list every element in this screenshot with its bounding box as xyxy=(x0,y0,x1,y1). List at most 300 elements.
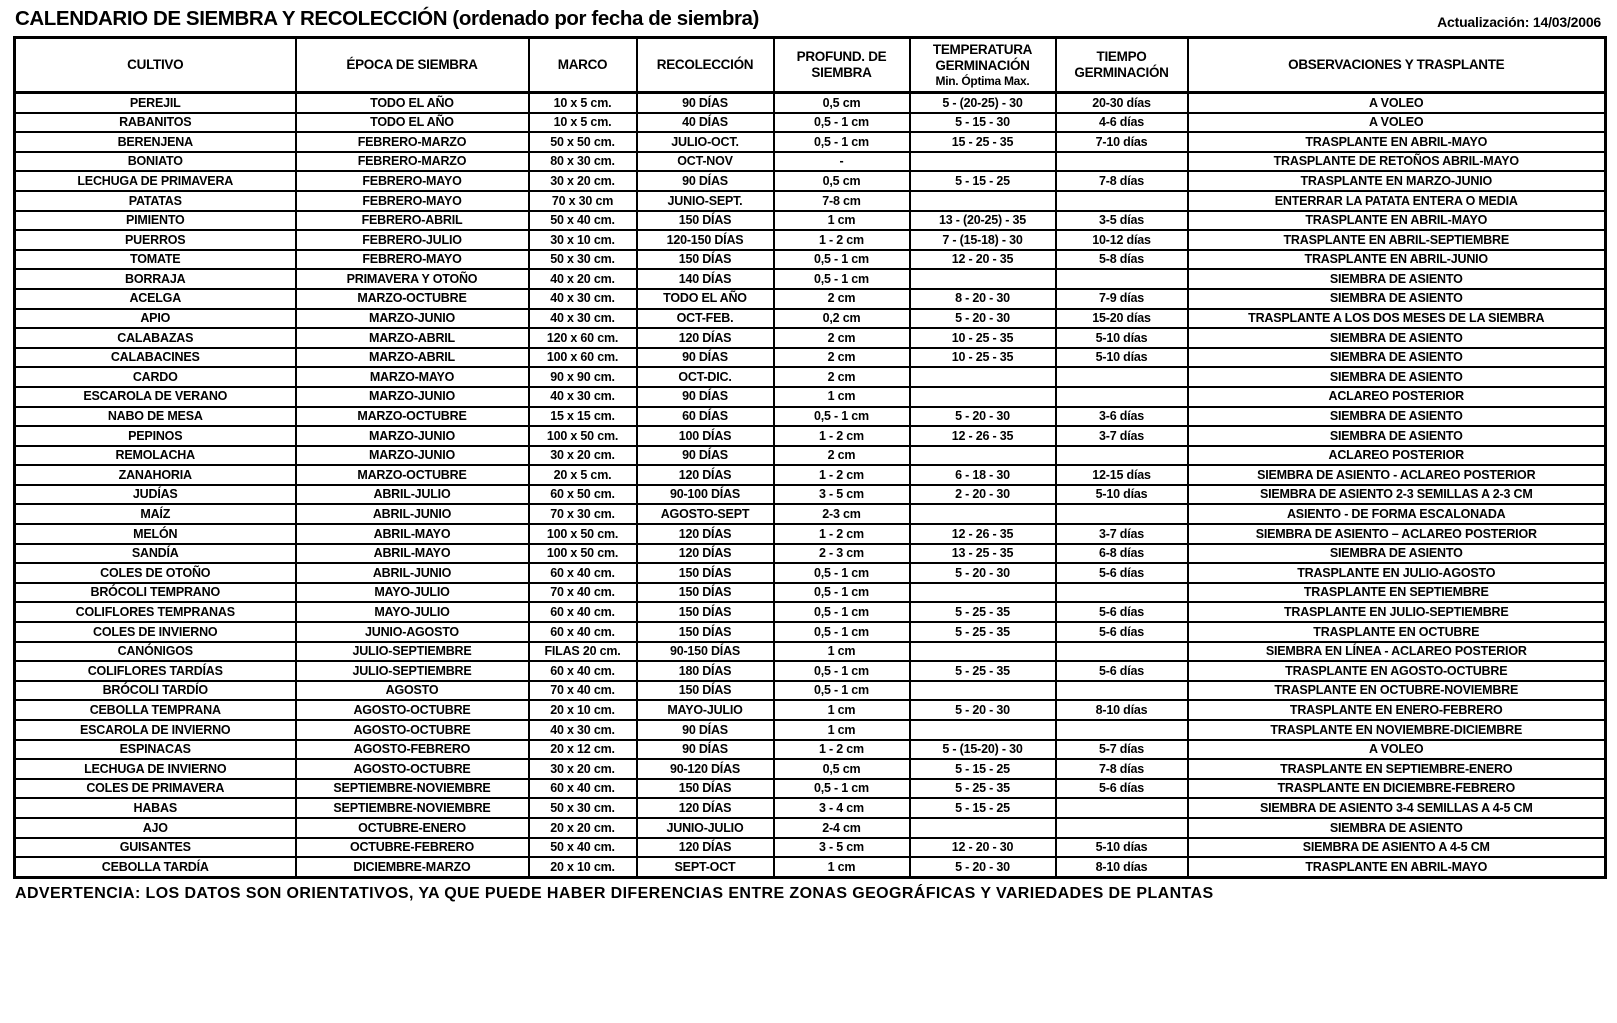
cell-observaciones-trasplante: SIEMBRA DE ASIENTO xyxy=(1188,426,1606,446)
cell-profundidad-siembra: 3 - 5 cm xyxy=(774,485,910,505)
cell-recoleccion: 90-150 DÍAS xyxy=(637,642,774,662)
cell-marco: 60 x 40 cm. xyxy=(529,622,637,642)
cell-tiempo-germinacion xyxy=(1056,798,1188,818)
cell-marco: 100 x 50 cm. xyxy=(529,544,637,564)
cell-tiempo-germinacion: 7-8 días xyxy=(1056,171,1188,191)
cell-observaciones-trasplante: A VOLEO xyxy=(1188,93,1606,113)
cell-profundidad-siembra: 0,5 - 1 cm xyxy=(774,563,910,583)
column-header xyxy=(1188,38,1606,93)
table-row xyxy=(15,740,1606,760)
table-header xyxy=(15,38,1606,93)
cell-observaciones-trasplante: A VOLEO xyxy=(1188,113,1606,133)
cell-recoleccion: 150 DÍAS xyxy=(637,583,774,603)
cell-epoca-siembra: AGOSTO-OCTUBRE xyxy=(296,700,529,720)
cell-temperatura-germinacion xyxy=(910,446,1056,466)
cell-observaciones-trasplante: TRASPLANTE A LOS DOS MESES DE LA SIEMBRA xyxy=(1188,309,1606,329)
cell-epoca-siembra: AGOSTO-OCTUBRE xyxy=(296,759,529,779)
title-bar xyxy=(0,7,1617,36)
table-row xyxy=(15,504,1606,524)
table-row xyxy=(15,250,1606,270)
cell-marco: 30 x 20 cm. xyxy=(529,446,637,466)
cell-observaciones-trasplante: SIEMBRA DE ASIENTO - ACLAREO POSTERIOR xyxy=(1188,465,1606,485)
column-header-subline: Min. Óptima Max. xyxy=(935,73,1030,88)
cell-cultivo: COLIFLORES TARDÍAS xyxy=(15,661,296,681)
cell-tiempo-germinacion: 5-10 días xyxy=(1056,348,1188,368)
column-header xyxy=(15,38,296,93)
column-header xyxy=(1056,38,1188,93)
cell-tiempo-germinacion xyxy=(1056,642,1188,662)
cell-profundidad-siembra: 1 - 2 cm xyxy=(774,230,910,250)
cell-temperatura-germinacion xyxy=(910,818,1056,838)
cell-temperatura-germinacion: 5 - 25 - 35 xyxy=(910,779,1056,799)
cell-tiempo-germinacion xyxy=(1056,720,1188,740)
column-header-label: PROFUND. DE SIEMBRA xyxy=(796,49,887,80)
cell-tiempo-germinacion: 3-5 días xyxy=(1056,211,1188,231)
cell-epoca-siembra: TODO EL AÑO xyxy=(296,113,529,133)
column-header-label: ÉPOCA DE SIEMBRA xyxy=(346,57,478,73)
cell-recoleccion: 150 DÍAS xyxy=(637,622,774,642)
table-row xyxy=(15,269,1606,289)
table-row xyxy=(15,700,1606,720)
cell-tiempo-germinacion: 5-10 días xyxy=(1056,838,1188,858)
cell-epoca-siembra: MARZO-OCTUBRE xyxy=(296,407,529,427)
cell-profundidad-siembra: 0,5 - 1 cm xyxy=(774,113,910,133)
cell-tiempo-germinacion: 7-10 días xyxy=(1056,132,1188,152)
cell-profundidad-siembra: 0,5 - 1 cm xyxy=(774,132,910,152)
cell-recoleccion: 90 DÍAS xyxy=(637,740,774,760)
cell-tiempo-germinacion: 4-6 días xyxy=(1056,113,1188,133)
cell-epoca-siembra: AGOSTO xyxy=(296,681,529,701)
cell-profundidad-siembra: 0,5 - 1 cm xyxy=(774,661,910,681)
cell-temperatura-germinacion xyxy=(910,720,1056,740)
header-row xyxy=(15,38,1606,93)
cell-observaciones-trasplante: SIEMBRA DE ASIENTO xyxy=(1188,407,1606,427)
cell-profundidad-siembra: 0,5 - 1 cm xyxy=(774,622,910,642)
cell-cultivo: MELÓN xyxy=(15,524,296,544)
cell-epoca-siembra: FEBRERO-MAYO xyxy=(296,191,529,211)
cell-recoleccion: 90 DÍAS xyxy=(637,720,774,740)
cell-profundidad-siembra: 2 - 3 cm xyxy=(774,544,910,564)
cell-epoca-siembra: JULIO-SEPTIEMBRE xyxy=(296,661,529,681)
cell-temperatura-germinacion xyxy=(910,367,1056,387)
cell-cultivo: BORRAJA xyxy=(15,269,296,289)
table-row xyxy=(15,446,1606,466)
cell-temperatura-germinacion: 5 - 20 - 30 xyxy=(910,407,1056,427)
cell-epoca-siembra: MARZO-JUNIO xyxy=(296,426,529,446)
cell-temperatura-germinacion: 5 - 15 - 25 xyxy=(910,171,1056,191)
table-row xyxy=(15,387,1606,407)
table-row xyxy=(15,152,1606,172)
cell-recoleccion: 150 DÍAS xyxy=(637,211,774,231)
table-row xyxy=(15,113,1606,133)
cell-epoca-siembra: DICIEMBRE-MARZO xyxy=(296,857,529,877)
cell-epoca-siembra: ABRIL-MAYO xyxy=(296,524,529,544)
cell-epoca-siembra: MAYO-JULIO xyxy=(296,602,529,622)
cell-observaciones-trasplante: SIEMBRA DE ASIENTO – ACLAREO POSTERIOR xyxy=(1188,524,1606,544)
cell-observaciones-trasplante: SIEMBRA DE ASIENTO xyxy=(1188,544,1606,564)
page-title: CALENDARIO DE SIEMBRA Y RECOLECCIÓN (ordenado por fecha de siembra) xyxy=(15,7,759,30)
cell-profundidad-siembra: 1 cm xyxy=(774,700,910,720)
cell-temperatura-germinacion: 2 - 20 - 30 xyxy=(910,485,1056,505)
cell-recoleccion: 90 DÍAS xyxy=(637,171,774,191)
cell-cultivo: ACELGA xyxy=(15,289,296,309)
table-row xyxy=(15,838,1606,858)
cell-tiempo-germinacion xyxy=(1056,269,1188,289)
cell-epoca-siembra: MARZO-OCTUBRE xyxy=(296,289,529,309)
cell-observaciones-trasplante: SIEMBRA DE ASIENTO xyxy=(1188,348,1606,368)
cell-epoca-siembra: ABRIL-MAYO xyxy=(296,544,529,564)
cell-marco: 20 x 5 cm. xyxy=(529,465,637,485)
cell-temperatura-germinacion: 12 - 20 - 35 xyxy=(910,250,1056,270)
cell-tiempo-germinacion: 8-10 días xyxy=(1056,857,1188,877)
cell-marco: 60 x 40 cm. xyxy=(529,563,637,583)
table-row xyxy=(15,779,1606,799)
cell-marco: 50 x 30 cm. xyxy=(529,798,637,818)
cell-epoca-siembra: MAYO-JULIO xyxy=(296,583,529,603)
cell-tiempo-germinacion: 8-10 días xyxy=(1056,700,1188,720)
cell-observaciones-trasplante: TRASPLANTE EN SEPTIEMBRE-ENERO xyxy=(1188,759,1606,779)
cell-recoleccion: AGOSTO-SEPT xyxy=(637,504,774,524)
cell-cultivo: ESCAROLA DE INVIERNO xyxy=(15,720,296,740)
column-header xyxy=(637,38,774,93)
cell-epoca-siembra: FEBRERO-JULIO xyxy=(296,230,529,250)
cell-cultivo: LECHUGA DE PRIMAVERA xyxy=(15,171,296,191)
cell-temperatura-germinacion xyxy=(910,583,1056,603)
column-header xyxy=(910,38,1056,93)
cell-temperatura-germinacion: 12 - 20 - 30 xyxy=(910,838,1056,858)
cell-tiempo-germinacion: 7-9 días xyxy=(1056,289,1188,309)
cell-recoleccion: 120 DÍAS xyxy=(637,838,774,858)
cell-observaciones-trasplante: SIEMBRA DE ASIENTO 2-3 SEMILLAS A 2-3 CM xyxy=(1188,485,1606,505)
column-header-label: OBSERVACIONES Y TRASPLANTE xyxy=(1288,57,1505,73)
cell-cultivo: NABO DE MESA xyxy=(15,407,296,427)
cell-cultivo: CALABAZAS xyxy=(15,328,296,348)
cell-epoca-siembra: ABRIL-JUNIO xyxy=(296,504,529,524)
cell-profundidad-siembra: 0,5 - 1 cm xyxy=(774,407,910,427)
cell-epoca-siembra: ABRIL-JUNIO xyxy=(296,563,529,583)
cell-tiempo-germinacion: 5-6 días xyxy=(1056,602,1188,622)
cell-temperatura-germinacion: 5 - 15 - 25 xyxy=(910,798,1056,818)
cell-cultivo: LECHUGA DE INVIERNO xyxy=(15,759,296,779)
cell-tiempo-germinacion xyxy=(1056,191,1188,211)
cell-recoleccion: JULIO-OCT. xyxy=(637,132,774,152)
cell-recoleccion: 150 DÍAS xyxy=(637,563,774,583)
cell-recoleccion: 120 DÍAS xyxy=(637,328,774,348)
column-header xyxy=(529,38,637,93)
cell-cultivo: PUERROS xyxy=(15,230,296,250)
cell-epoca-siembra: AGOSTO-OCTUBRE xyxy=(296,720,529,740)
cell-temperatura-germinacion xyxy=(910,152,1056,172)
table-row xyxy=(15,563,1606,583)
table-row xyxy=(15,465,1606,485)
cell-temperatura-germinacion: 5 - 20 - 30 xyxy=(910,857,1056,877)
cell-recoleccion: 150 DÍAS xyxy=(637,250,774,270)
cell-recoleccion: 100 DÍAS xyxy=(637,426,774,446)
table-row xyxy=(15,857,1606,877)
cell-epoca-siembra: FEBRERO-MAYO xyxy=(296,250,529,270)
cell-temperatura-germinacion xyxy=(910,642,1056,662)
cell-observaciones-trasplante: TRASPLANTE EN ABRIL-MAYO xyxy=(1188,211,1606,231)
cell-profundidad-siembra: 1 - 2 cm xyxy=(774,524,910,544)
cell-marco: 60 x 50 cm. xyxy=(529,485,637,505)
cell-profundidad-siembra: - xyxy=(774,152,910,172)
cell-epoca-siembra: FEBRERO-ABRIL xyxy=(296,211,529,231)
cell-profundidad-siembra: 0,5 cm xyxy=(774,93,910,113)
cell-observaciones-trasplante: SIEMBRA DE ASIENTO xyxy=(1188,367,1606,387)
table-row xyxy=(15,309,1606,329)
cell-temperatura-germinacion: 5 - 20 - 30 xyxy=(910,563,1056,583)
cell-cultivo: COLES DE INVIERNO xyxy=(15,622,296,642)
cell-cultivo: PEPINOS xyxy=(15,426,296,446)
column-header-label: TIEMPO GERMINACIÓN xyxy=(1074,49,1169,80)
table-row xyxy=(15,681,1606,701)
table-row xyxy=(15,132,1606,152)
cell-temperatura-germinacion: 5 - 20 - 30 xyxy=(910,309,1056,329)
cell-recoleccion: TODO EL AÑO xyxy=(637,289,774,309)
cell-temperatura-germinacion: 5 - 15 - 30 xyxy=(910,113,1056,133)
cell-recoleccion: 90-100 DÍAS xyxy=(637,485,774,505)
cell-recoleccion: OCT-FEB. xyxy=(637,309,774,329)
cell-cultivo: PIMIENTO xyxy=(15,211,296,231)
cell-observaciones-trasplante: SIEMBRA DE ASIENTO xyxy=(1188,289,1606,309)
cell-recoleccion: 90-120 DÍAS xyxy=(637,759,774,779)
cell-cultivo: SANDÍA xyxy=(15,544,296,564)
cell-observaciones-trasplante: TRASPLANTE EN ABRIL-MAYO xyxy=(1188,857,1606,877)
cell-marco: 70 x 30 cm. xyxy=(529,504,637,524)
cell-temperatura-germinacion xyxy=(910,681,1056,701)
cell-marco: 30 x 20 cm. xyxy=(529,171,637,191)
cell-marco: 50 x 40 cm. xyxy=(529,838,637,858)
cell-observaciones-trasplante: SIEMBRA DE ASIENTO xyxy=(1188,269,1606,289)
cell-observaciones-trasplante: TRASPLANTE DE RETOÑOS ABRIL-MAYO xyxy=(1188,152,1606,172)
cell-epoca-siembra: MARZO-JUNIO xyxy=(296,309,529,329)
cell-profundidad-siembra: 2 cm xyxy=(774,367,910,387)
planting-calendar-table xyxy=(13,36,1607,879)
cell-observaciones-trasplante: ACLAREO POSTERIOR xyxy=(1188,387,1606,407)
cell-marco: 40 x 30 cm. xyxy=(529,387,637,407)
cell-tiempo-germinacion: 3-6 días xyxy=(1056,407,1188,427)
table-row xyxy=(15,642,1606,662)
cell-profundidad-siembra: 0,5 - 1 cm xyxy=(774,583,910,603)
cell-marco: 15 x 15 cm. xyxy=(529,407,637,427)
cell-recoleccion: 120 DÍAS xyxy=(637,798,774,818)
table-row xyxy=(15,230,1606,250)
cell-profundidad-siembra: 1 cm xyxy=(774,642,910,662)
cell-cultivo: TOMATE xyxy=(15,250,296,270)
cell-profundidad-siembra: 3 - 4 cm xyxy=(774,798,910,818)
cell-epoca-siembra: TODO EL AÑO xyxy=(296,93,529,113)
cell-epoca-siembra: MARZO-MAYO xyxy=(296,367,529,387)
table-row xyxy=(15,602,1606,622)
cell-marco: 40 x 20 cm. xyxy=(529,269,637,289)
cell-marco: 20 x 20 cm. xyxy=(529,818,637,838)
cell-observaciones-trasplante: TRASPLANTE EN JULIO-SEPTIEMBRE xyxy=(1188,602,1606,622)
cell-marco: 20 x 10 cm. xyxy=(529,857,637,877)
cell-tiempo-germinacion xyxy=(1056,446,1188,466)
column-header-label: CULTIVO xyxy=(127,57,184,73)
cell-recoleccion: JUNIO-SEPT. xyxy=(637,191,774,211)
column-header-label: RECOLECCIÓN xyxy=(656,57,754,73)
cell-observaciones-trasplante: TRASPLANTE EN DICIEMBRE-FEBRERO xyxy=(1188,779,1606,799)
cell-marco: 50 x 40 cm. xyxy=(529,211,637,231)
cell-profundidad-siembra: 2-4 cm xyxy=(774,818,910,838)
cell-profundidad-siembra: 0,5 - 1 cm xyxy=(774,681,910,701)
cell-cultivo: APIO xyxy=(15,309,296,329)
cell-temperatura-germinacion: 5 - 25 - 35 xyxy=(910,661,1056,681)
cell-recoleccion: OCT-DIC. xyxy=(637,367,774,387)
table-row xyxy=(15,348,1606,368)
table-row xyxy=(15,407,1606,427)
cell-epoca-siembra: MARZO-JUNIO xyxy=(296,446,529,466)
cell-epoca-siembra: SEPTIEMBRE-NOVIEMBRE xyxy=(296,798,529,818)
cell-recoleccion: 90 DÍAS xyxy=(637,93,774,113)
cell-profundidad-siembra: 2 cm xyxy=(774,328,910,348)
cell-marco: 10 x 5 cm. xyxy=(529,93,637,113)
table-row xyxy=(15,289,1606,309)
cell-recoleccion: 150 DÍAS xyxy=(637,681,774,701)
cell-marco: 70 x 30 cm xyxy=(529,191,637,211)
table-row xyxy=(15,524,1606,544)
cell-epoca-siembra: PRIMAVERA Y OTOÑO xyxy=(296,269,529,289)
cell-marco: 60 x 40 cm. xyxy=(529,661,637,681)
cell-recoleccion: MAYO-JULIO xyxy=(637,700,774,720)
cell-profundidad-siembra: 3 - 5 cm xyxy=(774,838,910,858)
cell-profundidad-siembra: 1 - 2 cm xyxy=(774,740,910,760)
cell-epoca-siembra: OCTUBRE-FEBRERO xyxy=(296,838,529,858)
cell-tiempo-germinacion: 5-10 días xyxy=(1056,485,1188,505)
cell-profundidad-siembra: 0,5 cm xyxy=(774,171,910,191)
table-body xyxy=(15,93,1606,878)
cell-profundidad-siembra: 0,5 - 1 cm xyxy=(774,250,910,270)
cell-tiempo-germinacion xyxy=(1056,387,1188,407)
cell-temperatura-germinacion: 5 - 15 - 25 xyxy=(910,759,1056,779)
cell-epoca-siembra: FEBRERO-MAYO xyxy=(296,171,529,191)
cell-cultivo: COLES DE PRIMAVERA xyxy=(15,779,296,799)
cell-observaciones-trasplante: A VOLEO xyxy=(1188,740,1606,760)
cell-tiempo-germinacion xyxy=(1056,504,1188,524)
cell-profundidad-siembra: 0,5 - 1 cm xyxy=(774,269,910,289)
cell-cultivo: PATATAS xyxy=(15,191,296,211)
cell-marco: 60 x 40 cm. xyxy=(529,779,637,799)
cell-cultivo: COLIFLORES TEMPRANAS xyxy=(15,602,296,622)
cell-temperatura-germinacion: 7 - (15-18) - 30 xyxy=(910,230,1056,250)
cell-tiempo-germinacion: 6-8 días xyxy=(1056,544,1188,564)
cell-cultivo: BONIATO xyxy=(15,152,296,172)
cell-temperatura-germinacion: 10 - 25 - 35 xyxy=(910,348,1056,368)
cell-marco: 100 x 50 cm. xyxy=(529,524,637,544)
cell-cultivo: RABANITOS xyxy=(15,113,296,133)
cell-tiempo-germinacion xyxy=(1056,681,1188,701)
cell-marco: 100 x 50 cm. xyxy=(529,426,637,446)
cell-cultivo: BRÓCOLI TEMPRANO xyxy=(15,583,296,603)
cell-recoleccion: 120 DÍAS xyxy=(637,544,774,564)
cell-observaciones-trasplante: ACLAREO POSTERIOR xyxy=(1188,446,1606,466)
cell-observaciones-trasplante: TRASPLANTE EN OCTUBRE-NOVIEMBRE xyxy=(1188,681,1606,701)
cell-cultivo: CALABACINES xyxy=(15,348,296,368)
cell-temperatura-germinacion: 10 - 25 - 35 xyxy=(910,328,1056,348)
cell-temperatura-germinacion xyxy=(910,269,1056,289)
cell-cultivo: CANÓNIGOS xyxy=(15,642,296,662)
cell-recoleccion: 120 DÍAS xyxy=(637,465,774,485)
table-row xyxy=(15,622,1606,642)
cell-marco: 80 x 30 cm. xyxy=(529,152,637,172)
cell-observaciones-trasplante: TRASPLANTE EN SEPTIEMBRE xyxy=(1188,583,1606,603)
cell-observaciones-trasplante: TRASPLANTE EN ABRIL-SEPTIEMBRE xyxy=(1188,230,1606,250)
cell-epoca-siembra: OCTUBRE-ENERO xyxy=(296,818,529,838)
cell-tiempo-germinacion: 7-8 días xyxy=(1056,759,1188,779)
cell-cultivo: REMOLACHA xyxy=(15,446,296,466)
column-header-label: TEMPERATURA GERMINACIÓN xyxy=(932,42,1033,73)
cell-tiempo-germinacion xyxy=(1056,818,1188,838)
cell-observaciones-trasplante: TRASPLANTE EN ABRIL-JUNIO xyxy=(1188,250,1606,270)
table-row xyxy=(15,544,1606,564)
cell-recoleccion: 150 DÍAS xyxy=(637,779,774,799)
cell-tiempo-germinacion: 20-30 días xyxy=(1056,93,1188,113)
cell-epoca-siembra: JUNIO-AGOSTO xyxy=(296,622,529,642)
cell-profundidad-siembra: 2-3 cm xyxy=(774,504,910,524)
cell-cultivo: COLES DE OTOÑO xyxy=(15,563,296,583)
cell-profundidad-siembra: 0,5 - 1 cm xyxy=(774,779,910,799)
cell-marco: 20 x 12 cm. xyxy=(529,740,637,760)
cell-tiempo-germinacion: 15-20 días xyxy=(1056,309,1188,329)
cell-marco: 70 x 40 cm. xyxy=(529,583,637,603)
cell-observaciones-trasplante: SIEMBRA DE ASIENTO xyxy=(1188,818,1606,838)
cell-observaciones-trasplante: TRASPLANTE EN JULIO-AGOSTO xyxy=(1188,563,1606,583)
cell-epoca-siembra: MARZO-JUNIO xyxy=(296,387,529,407)
cell-observaciones-trasplante: SIEMBRA DE ASIENTO A 4-5 CM xyxy=(1188,838,1606,858)
cell-marco: 40 x 30 cm. xyxy=(529,720,637,740)
cell-epoca-siembra: FEBRERO-MARZO xyxy=(296,132,529,152)
cell-epoca-siembra: MARZO-OCTUBRE xyxy=(296,465,529,485)
cell-profundidad-siembra: 2 cm xyxy=(774,348,910,368)
cell-epoca-siembra: AGOSTO-FEBRERO xyxy=(296,740,529,760)
cell-tiempo-germinacion: 5-6 días xyxy=(1056,622,1188,642)
cell-cultivo: MAÍZ xyxy=(15,504,296,524)
table-row xyxy=(15,211,1606,231)
cell-profundidad-siembra: 1 cm xyxy=(774,857,910,877)
cell-temperatura-germinacion: 13 - 25 - 35 xyxy=(910,544,1056,564)
updated-date-label: Actualización: 14/03/2006 xyxy=(1437,14,1601,30)
warning-note: ADVERTENCIA: LOS DATOS SON ORIENTATIVOS, YA QUE PUEDE HABER DIFERENCIAS ENTRE ZONAS GEOGRÁFICAS Y VARIEDADES DE PLANTAS xyxy=(15,884,1214,902)
cell-recoleccion: 140 DÍAS xyxy=(637,269,774,289)
cell-tiempo-germinacion: 5-6 días xyxy=(1056,779,1188,799)
cell-cultivo: GUISANTES xyxy=(15,838,296,858)
cell-recoleccion: SEPT-OCT xyxy=(637,857,774,877)
cell-marco: 30 x 10 cm. xyxy=(529,230,637,250)
cell-profundidad-siembra: 0,5 - 1 cm xyxy=(774,602,910,622)
cell-observaciones-trasplante: TRASPLANTE EN ABRIL-MAYO xyxy=(1188,132,1606,152)
cell-tiempo-germinacion: 5-7 días xyxy=(1056,740,1188,760)
cell-marco: 20 x 10 cm. xyxy=(529,700,637,720)
cell-temperatura-germinacion: 8 - 20 - 30 xyxy=(910,289,1056,309)
table-row xyxy=(15,191,1606,211)
table-row xyxy=(15,367,1606,387)
cell-observaciones-trasplante: TRASPLANTE EN AGOSTO-OCTUBRE xyxy=(1188,661,1606,681)
cell-observaciones-trasplante: SIEMBRA EN LÍNEA - ACLAREO POSTERIOR xyxy=(1188,642,1606,662)
cell-profundidad-siembra: 0,2 cm xyxy=(774,309,910,329)
cell-temperatura-germinacion: 5 - (15-20) - 30 xyxy=(910,740,1056,760)
cell-marco: 40 x 30 cm. xyxy=(529,309,637,329)
cell-tiempo-germinacion: 5-6 días xyxy=(1056,661,1188,681)
table-row xyxy=(15,426,1606,446)
cell-observaciones-trasplante: ASIENTO - DE FORMA ESCALONADA xyxy=(1188,504,1606,524)
table-row xyxy=(15,720,1606,740)
cell-observaciones-trasplante: ENTERRAR LA PATATA ENTERA O MEDIA xyxy=(1188,191,1606,211)
cell-cultivo: ZANAHORIA xyxy=(15,465,296,485)
cell-temperatura-germinacion: 6 - 18 - 30 xyxy=(910,465,1056,485)
cell-profundidad-siembra: 1 - 2 cm xyxy=(774,426,910,446)
cell-tiempo-germinacion xyxy=(1056,367,1188,387)
